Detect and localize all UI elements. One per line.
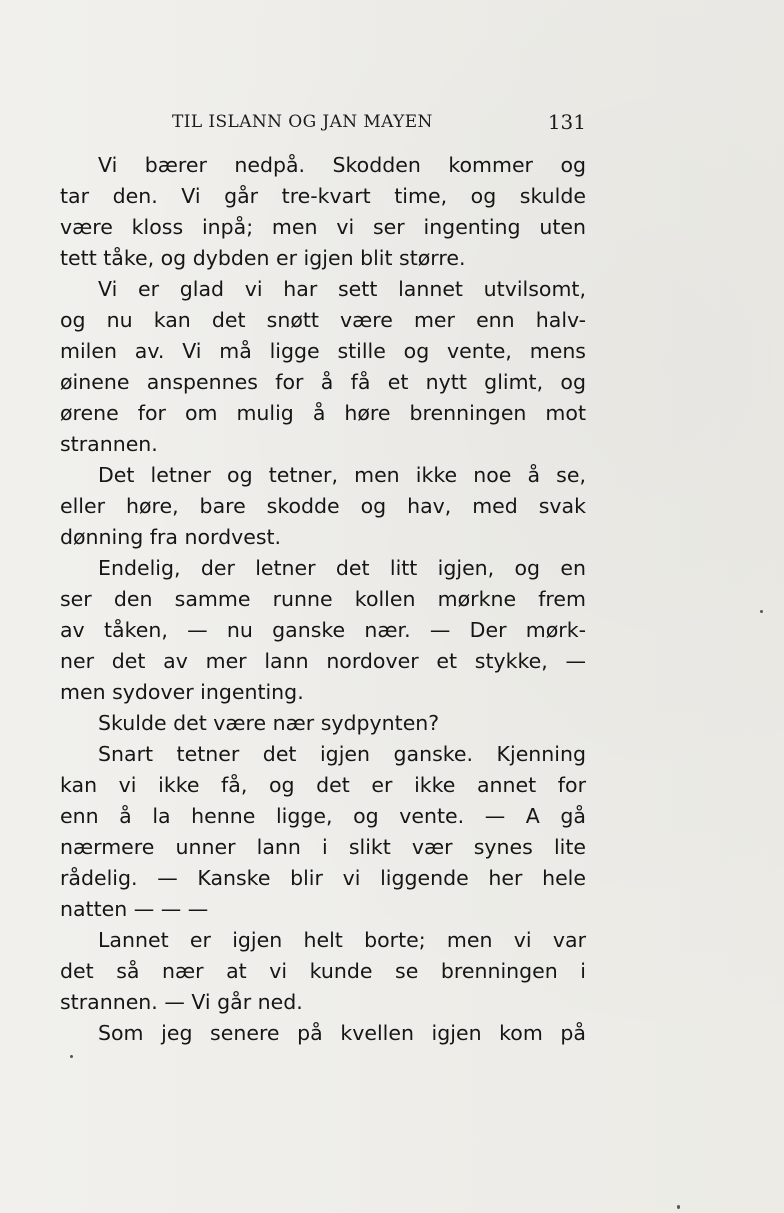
running-title: TIL ISLANN OG JAN MAYEN [172, 112, 433, 132]
text-line: det så nær at vi kunde se brenningen i [60, 959, 586, 983]
text-line: ner det av mer lann nordover et stykke, — [60, 649, 586, 673]
page-number: 131 [547, 110, 586, 134]
text-line: milen av. Vi må ligge stille og vente, mens [60, 339, 586, 363]
text-line: enn å la henne ligge, og vente. — A gå [60, 804, 586, 828]
body-text [60, 150, 586, 1049]
text-line: av tåken, — nu ganske nær. — Der mørk- [60, 618, 586, 642]
running-header [172, 108, 586, 142]
text-line: øinene anspennes for å få et nytt glimt, og [60, 370, 586, 394]
text-line: nærmere unner lann i slikt vær synes lite [60, 835, 586, 859]
text-line: Lannet er igjen helt borte; men vi var [98, 928, 586, 952]
text-line: tett tåke, og dybden er igjen blit større. [60, 246, 466, 270]
text-line: Endelig, der letner det litt igjen, og en [98, 556, 586, 580]
text-line: kan vi ikke få, og det er ikke annet for [60, 773, 586, 797]
text-line: strannen. [60, 432, 158, 456]
text-line: tar den. Vi går tre-kvart time, og skulde [60, 184, 586, 208]
text-line: strannen. — Vi går ned. [60, 990, 303, 1014]
text-line: Som jeg senere på kvellen igjen kom på [98, 1021, 586, 1045]
print-speck [677, 1205, 680, 1209]
text-line: ørene for om mulig å høre brenningen mot [60, 401, 586, 425]
text-line: eller høre, bare skodde og hav, med svak [60, 494, 586, 518]
text-line: og nu kan det snøtt være mer enn halv- [60, 308, 586, 332]
print-speck [760, 610, 763, 613]
text-line: Snart tetner det igjen ganske. Kjenning [98, 742, 586, 766]
print-speck [70, 1055, 73, 1058]
text-line: natten — — — [60, 897, 209, 921]
text-line: Vi er glad vi har sett lannet utvilsomt, [98, 277, 586, 301]
text-line: men sydover ingenting. [60, 680, 304, 704]
text-line: Det letner og tetner, men ikke noe å se, [98, 463, 586, 487]
text-line: Vi bærer nedpå. Skodden kommer og [98, 153, 586, 177]
text-line: være kloss inpå; men vi ser ingenting uten [60, 215, 586, 239]
text-line: rådelig. — Kanske blir vi liggende her hele [60, 866, 586, 890]
text-line: Skulde det være nær sydpynten? [98, 711, 440, 735]
text-line: ser den samme runne kollen mørkne frem [60, 587, 586, 611]
text-line: dønning fra nordvest. [60, 525, 282, 549]
